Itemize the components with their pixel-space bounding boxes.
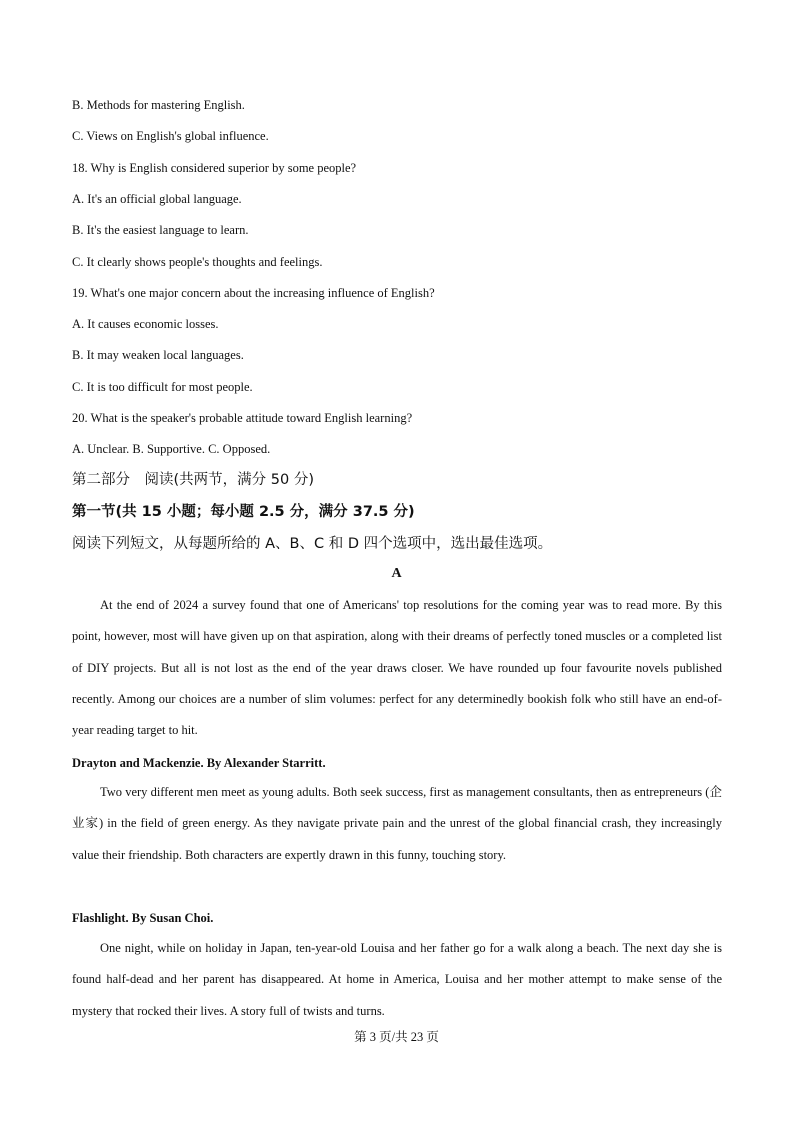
book2-description bbox=[72, 933, 722, 1027]
question-18: 18. Why is English considered superior by some people? bbox=[72, 161, 357, 175]
option-19c: C. It is too difficult for most people. bbox=[72, 380, 253, 394]
option-18c: C. It clearly shows people's thoughts and feelings. bbox=[72, 255, 323, 269]
option-18a: A. It's an official global language. bbox=[72, 192, 242, 206]
options-20: A. Unclear. B. Supportive. C. Opposed. bbox=[72, 442, 271, 456]
option-19b: B. It may weaken local languages. bbox=[72, 348, 244, 362]
question-20: 20. What is the speaker's probable attitude toward English learning? bbox=[72, 411, 413, 425]
page-number: 第 3 页/共 23 页 bbox=[354, 1030, 439, 1044]
intro-paragraph: At the end of 2024 a survey found that one of Americans' top resolutions for the coming year was to read more. By this point, however, most will have given up on that aspiration, along with their dreams of perfectly toned muscles or a completed list of DIY projects. But all is not lost as the end of the year draws closer. We have rounded up four favourite novels published recently. Among our choices are a number of slim volumes: perfect for any determinedly bookish folk who still have an end-of-year reading target to hit. bbox=[72, 598, 722, 738]
part-title: 第二部分 阅读(共两节，满分 50 分) bbox=[72, 472, 314, 488]
book1-title: Drayton and Mackenzie. By Alexander Starritt. bbox=[72, 756, 326, 770]
book2-title: Flashlight. By Susan Choi. bbox=[72, 911, 214, 925]
instruction: 阅读下列短文，从每题所给的 A、B、C 和 D 四个选项中，选出最佳选项。 bbox=[72, 536, 553, 552]
option-19a: A. It causes economic losses. bbox=[72, 317, 219, 331]
book1-description bbox=[72, 777, 722, 871]
option-17c: C. Views on English's global influence. bbox=[72, 129, 269, 143]
option-17b: B. Methods for mastering English. bbox=[72, 98, 245, 112]
passage-label: A bbox=[391, 566, 402, 581]
book2-paragraph: One night, while on holiday in Japan, ten-year-old Louisa and her father go for a walk along a beach. The next day she is found half-dead and her parent has disappeared. At home in America, Louisa and her mother attempt to make sense of the mystery that rocked their lives. A story full of twists and turns. bbox=[72, 941, 722, 1018]
book1-paragraph: Two very different men meet as young adults. Both seek success, first as management consultants, then as entrepreneurs (企业家) in the field of green energy. As they navigate private pain and the unrest of the global financial crash, they increasingly value their friendship. Both characters are expertly drawn in this funny, touching story. bbox=[72, 785, 722, 862]
section-title: 第一节(共 15 小题；每小题 2.5 分，满分 37.5 分) bbox=[72, 504, 415, 520]
question-19: 19. What's one major concern about the increasing influence of English? bbox=[72, 286, 435, 300]
passage-intro bbox=[72, 590, 722, 746]
option-18b: B. It's the easiest language to learn. bbox=[72, 223, 249, 237]
